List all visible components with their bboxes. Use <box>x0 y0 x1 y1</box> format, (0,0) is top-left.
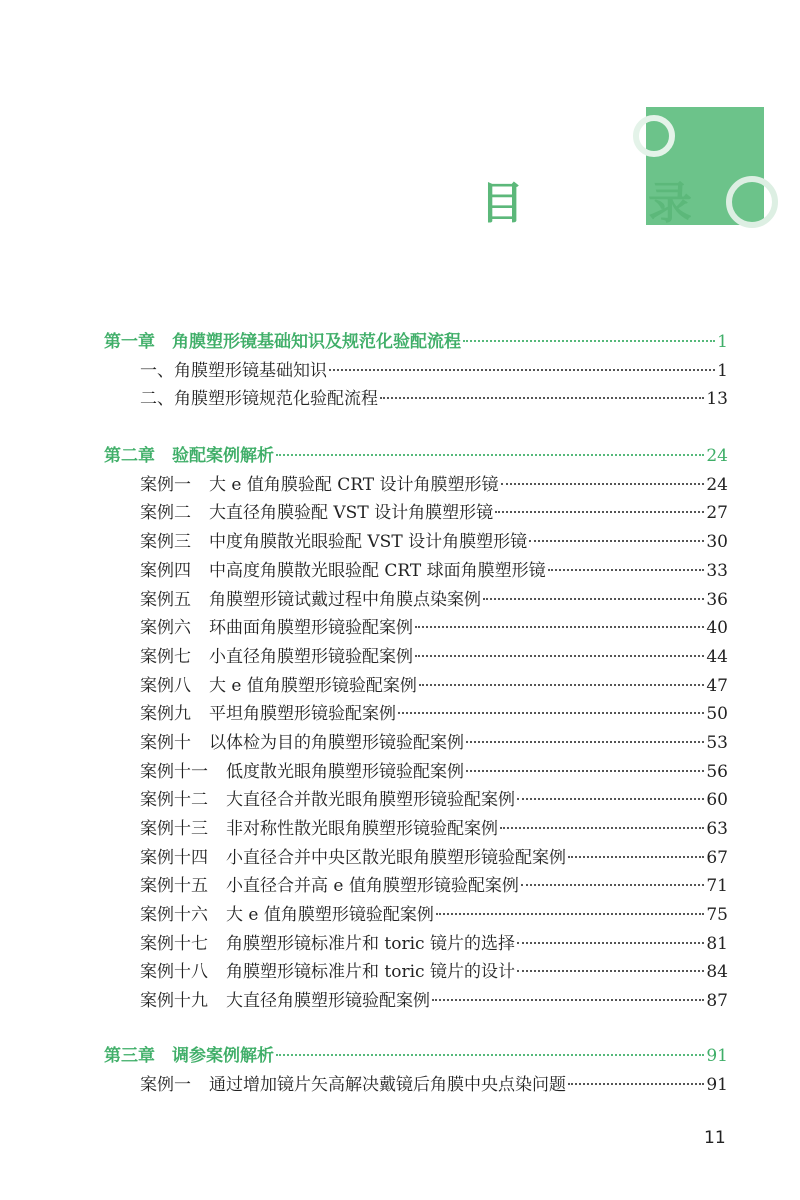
toc-case-entry[interactable] <box>104 815 728 844</box>
case-title: 大 e 值角膜塑形镜验配案例 <box>226 905 434 926</box>
page-ref: 67 <box>706 847 728 868</box>
toc-case-entry[interactable] <box>104 758 728 787</box>
page-ref: 56 <box>706 761 728 782</box>
toc-case-entry[interactable] <box>104 930 728 959</box>
dot-leader <box>276 1054 704 1056</box>
dot-leader <box>521 884 704 886</box>
page-ref: 44 <box>706 646 728 667</box>
case-code: 案例十二 <box>140 790 208 811</box>
page-ref: 63 <box>706 819 728 839</box>
page-ref: 30 <box>706 532 728 553</box>
toc-case-entry[interactable] <box>104 643 728 672</box>
case-code: 案例十六 <box>140 905 208 926</box>
dot-leader <box>483 598 704 600</box>
dot-leader <box>548 569 705 571</box>
page-ref: 84 <box>706 962 728 983</box>
case-code: 案例十七 <box>140 933 208 954</box>
section-title: 二、角膜塑形镜规范化验配流程 <box>140 389 378 410</box>
case-title: 大 e 值角膜塑形镜验配案例 <box>209 675 417 696</box>
page-ref: 1 <box>717 360 728 381</box>
page-ref: 13 <box>706 389 728 410</box>
toc-chapter-2[interactable] <box>104 442 728 471</box>
dot-leader <box>415 626 704 628</box>
chapter-title: 第二章 验配案例解析 <box>104 446 274 467</box>
toc-case-entry[interactable] <box>104 786 728 815</box>
toc-section[interactable] <box>104 385 728 414</box>
page-ref: 81 <box>706 933 728 954</box>
dot-leader <box>432 999 704 1001</box>
toc-case-entry[interactable] <box>104 901 728 930</box>
dot-leader <box>501 483 705 485</box>
page-ref: 40 <box>706 618 728 639</box>
page-ref: 91 <box>706 1045 728 1066</box>
dot-leader <box>495 511 704 513</box>
dot-leader <box>500 827 704 829</box>
toc-case-entry[interactable] <box>104 586 728 615</box>
case-code: 案例一 <box>140 474 191 495</box>
page-title: 目 录 <box>480 178 732 229</box>
case-code: 案例十三 <box>140 819 208 839</box>
case-code: 案例十 <box>140 732 191 753</box>
dot-leader <box>568 856 704 858</box>
dot-leader <box>568 1083 704 1085</box>
case-code: 案例七 <box>140 646 191 667</box>
case-code: 案例一 <box>140 1074 191 1095</box>
page-ref: 91 <box>706 1074 728 1095</box>
dot-leader <box>463 340 715 342</box>
dot-leader <box>466 770 704 772</box>
case-title: 大直径角膜验配 VST 设计角膜塑形镜 <box>209 503 494 524</box>
case-title: 以体检为目的角膜塑形镜验配案例 <box>209 732 464 753</box>
toc-case-entry[interactable] <box>104 1071 728 1100</box>
toc-case-entry[interactable] <box>104 499 728 528</box>
toc-case-entry[interactable] <box>104 844 728 873</box>
toc-case-entry[interactable] <box>104 614 728 643</box>
chapter-title: 第一章 角膜塑形镜基础知识及规范化验配流程 <box>104 332 461 352</box>
toc-case-entry[interactable] <box>104 528 728 557</box>
toc-case-entry[interactable] <box>104 958 728 987</box>
case-title: 小直径角膜塑形镜验配案例 <box>209 646 413 667</box>
toc-case-entry[interactable] <box>104 672 728 701</box>
page-ref: 36 <box>706 589 728 610</box>
toc-chapter-1[interactable] <box>104 328 728 357</box>
dot-leader <box>517 798 704 800</box>
case-code: 案例四 <box>140 560 191 581</box>
dot-leader <box>436 913 704 915</box>
toc-case-entry[interactable] <box>104 729 728 758</box>
case-title: 角膜塑形镜标准片和 toric 镜片的选择 <box>226 933 515 954</box>
dot-leader <box>380 397 704 399</box>
case-title: 环曲面角膜塑形镜验配案例 <box>209 618 413 639</box>
case-code: 案例九 <box>140 704 191 725</box>
dot-leader <box>466 741 704 743</box>
case-title: 通过增加镜片矢高解决戴镜后角膜中央点染问题 <box>209 1074 566 1095</box>
case-title: 大直径角膜塑形镜验配案例 <box>226 991 430 1012</box>
case-title: 中度角膜散光眼验配 VST 设计角膜塑形镜 <box>209 532 528 553</box>
case-title: 平坦角膜塑形镜验配案例 <box>209 704 396 725</box>
table-of-contents <box>104 328 728 1099</box>
page-ref: 33 <box>706 560 728 581</box>
case-code: 案例六 <box>140 618 191 639</box>
decorative-ring-icon <box>633 115 675 157</box>
case-title: 中高度角膜散光眼验配 CRT 球面角膜塑形镜 <box>209 560 546 581</box>
toc-case-entry[interactable] <box>104 471 728 500</box>
page-ref: 50 <box>706 704 728 725</box>
toc-case-entry[interactable] <box>104 987 728 1016</box>
chapter-title: 第三章 调参案例解析 <box>104 1045 274 1066</box>
toc-case-entry[interactable] <box>104 872 728 901</box>
case-code: 案例十九 <box>140 991 208 1012</box>
page-ref: 27 <box>706 503 728 524</box>
case-title: 小直径合并高 e 值角膜塑形镜验配案例 <box>226 876 519 897</box>
case-code: 案例十四 <box>140 847 208 868</box>
page-ref: 24 <box>706 474 728 495</box>
dot-leader <box>517 970 704 972</box>
dot-leader <box>517 942 704 944</box>
dot-leader <box>329 369 715 371</box>
page-number: 11 <box>704 1128 726 1148</box>
case-title: 小直径合并中央区散光眼角膜塑形镜验配案例 <box>226 847 566 868</box>
section-title: 一、角膜塑形镜基础知识 <box>140 360 327 381</box>
decorative-ring-icon <box>726 176 778 228</box>
page-ref: 75 <box>706 905 728 926</box>
case-title: 角膜塑形镜试戴过程中角膜点染案例 <box>209 589 481 610</box>
dot-leader <box>529 540 704 542</box>
toc-section[interactable] <box>104 357 728 386</box>
case-title: 低度散光眼角膜塑形镜验配案例 <box>226 761 464 782</box>
case-code: 案例十八 <box>140 962 208 983</box>
case-code: 案例三 <box>140 532 191 553</box>
page-ref: 60 <box>706 790 728 811</box>
case-title: 非对称性散光眼角膜塑形镜验配案例 <box>226 819 498 839</box>
dot-leader <box>419 684 704 686</box>
page-ref: 87 <box>706 991 728 1012</box>
case-code: 案例五 <box>140 589 191 610</box>
dot-leader <box>398 712 704 714</box>
page-ref: 53 <box>706 732 728 753</box>
page-ref: 1 <box>717 332 728 352</box>
page-ref: 24 <box>706 446 728 467</box>
case-code: 案例十五 <box>140 876 208 897</box>
case-title: 角膜塑形镜标准片和 toric 镜片的设计 <box>226 962 515 983</box>
dot-leader <box>415 655 704 657</box>
toc-case-entry[interactable] <box>104 557 728 586</box>
toc-chapter-3[interactable] <box>104 1042 728 1071</box>
case-code: 案例八 <box>140 675 191 696</box>
case-code: 案例十一 <box>140 761 208 782</box>
toc-case-entry[interactable] <box>104 700 728 729</box>
page-ref: 71 <box>706 876 728 897</box>
dot-leader <box>276 454 704 456</box>
case-title: 大 e 值角膜验配 CRT 设计角膜塑形镜 <box>209 474 499 495</box>
case-title: 大直径合并散光眼角膜塑形镜验配案例 <box>226 790 515 811</box>
case-code: 案例二 <box>140 503 191 524</box>
page-ref: 47 <box>706 675 728 696</box>
